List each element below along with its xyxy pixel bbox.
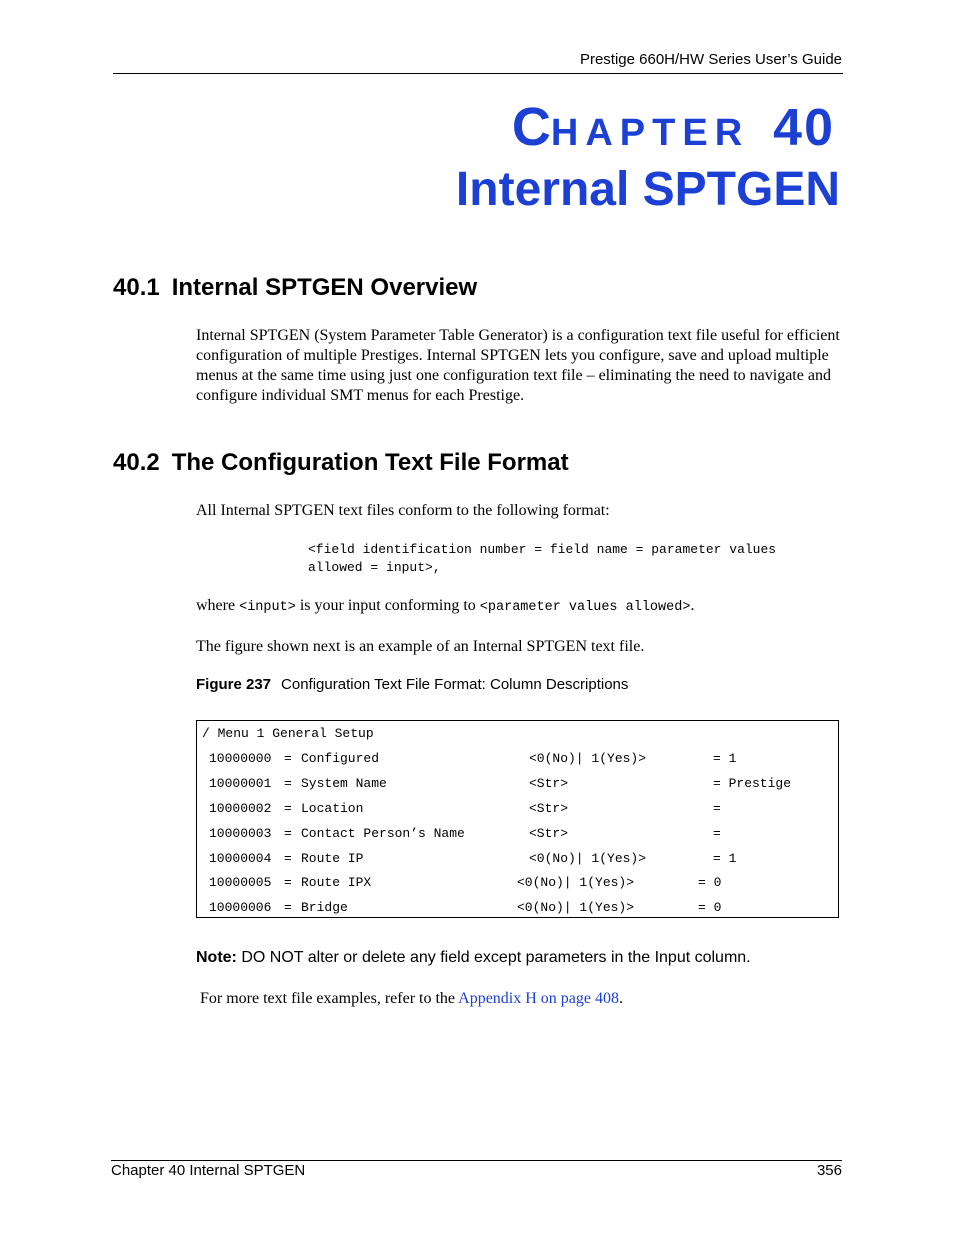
row-allowed: <Str> xyxy=(529,826,569,841)
row-eq: = xyxy=(284,851,292,866)
where-prefix: where xyxy=(196,597,240,614)
row-id: 10000006 xyxy=(209,900,272,915)
chapter-title: Internal SPTGEN xyxy=(455,163,840,216)
row-name: Configured xyxy=(301,751,380,766)
header-divider xyxy=(113,73,843,74)
row-id: 10000000 xyxy=(209,751,272,766)
row-allowed: <Str> xyxy=(529,776,569,791)
row-id: 10000005 xyxy=(209,875,272,890)
overview-paragraph: Internal SPTGEN (System Parameter Table Generator) is a configuration text file useful for efficient configuration of multiple Prestiges. Internal SPTGEN lets you configure, save and upload multiple menus at the same time using just one configuration text file – eliminating the need to navigate and configure individual SMT menus for each Prestige. xyxy=(196,327,840,404)
row-id: 10000001 xyxy=(209,776,272,791)
chapter-word-rest: HAPTER xyxy=(550,112,750,154)
figure-intro: The figure shown next is an example of an Internal SPTGEN text file. xyxy=(196,638,645,655)
row-value: = xyxy=(713,801,721,816)
figure-caption-text: Configuration Text File Format: Column Descriptions xyxy=(281,676,629,693)
footer-divider xyxy=(111,1160,842,1161)
appendix-link[interactable]: Appendix H on page 408 xyxy=(458,990,619,1007)
row-allowed: <0(No)| 1(Yes)> xyxy=(517,900,635,915)
where-mid: is your input conforming to xyxy=(295,597,480,614)
more-examples xyxy=(200,990,623,1008)
row-value: = 1 xyxy=(713,751,737,766)
row-eq: = xyxy=(284,801,292,816)
format-code-line-2: allowed = input>, xyxy=(308,560,441,575)
where-sentence xyxy=(196,596,846,618)
row-allowed: <0(No)| 1(Yes)> xyxy=(529,751,647,766)
row-allowed: <0(No)| 1(Yes)> xyxy=(529,851,647,866)
row-id: 10000003 xyxy=(209,826,272,841)
row-value: = Prestige xyxy=(713,776,792,791)
chapter-word-initial: C xyxy=(511,97,551,157)
row-id: 10000004 xyxy=(209,851,272,866)
more-prefix: For more text file examples, refer to the xyxy=(200,990,459,1007)
row-eq: = xyxy=(284,900,292,915)
row-name: Route IP xyxy=(301,851,364,866)
section-title: Internal SPTGEN Overview xyxy=(171,274,478,301)
where-code-input: <input> xyxy=(239,600,296,615)
section-number: 40.2 xyxy=(113,449,160,476)
row-value: = xyxy=(713,826,721,841)
where-code-allowed: <parameter values allowed> xyxy=(479,600,691,615)
row-name: Route IPX xyxy=(301,875,372,890)
more-suffix: . xyxy=(619,990,623,1007)
chapter-label xyxy=(511,97,835,157)
row-allowed: <0(No)| 1(Yes)> xyxy=(517,875,635,890)
row-name: Location xyxy=(301,801,364,816)
row-eq: = xyxy=(284,751,292,766)
row-id: 10000002 xyxy=(209,801,272,816)
row-value: = 1 xyxy=(713,851,737,866)
note-label: Note: xyxy=(196,949,237,966)
menu-header-line: / Menu 1 General Setup xyxy=(202,726,374,741)
format-code-line-1: <field identification number = field name = parameter values xyxy=(308,542,777,557)
note xyxy=(196,949,751,967)
row-name: Bridge xyxy=(301,900,348,915)
row-value: = 0 xyxy=(698,875,722,890)
footer-chapter: Chapter 40 Internal SPTGEN xyxy=(111,1162,306,1179)
config-example-box xyxy=(196,720,839,918)
row-allowed: <Str> xyxy=(529,801,569,816)
chapter-number: 40 xyxy=(773,99,835,157)
format-intro: All Internal SPTGEN text files conform to the following format: xyxy=(196,502,610,519)
row-eq: = xyxy=(284,826,292,841)
figure-label: Figure 237 xyxy=(196,676,272,693)
figure-caption xyxy=(196,676,628,693)
section-number: 40.1 xyxy=(113,274,160,301)
running-header: Prestige 660H/HW Series User’s Guide xyxy=(579,51,842,68)
section-title: The Configuration Text File Format xyxy=(171,449,569,476)
row-name: Contact Person’s Name xyxy=(301,826,465,841)
row-name: System Name xyxy=(301,776,387,791)
row-eq: = xyxy=(284,875,292,890)
row-eq: = xyxy=(284,776,292,791)
page-number: 356 xyxy=(816,1162,842,1179)
where-suffix: . xyxy=(690,597,695,614)
section-heading-overview xyxy=(113,276,477,300)
section-heading-format xyxy=(113,451,569,475)
row-value: = 0 xyxy=(698,900,722,915)
note-text: DO NOT alter or delete any field except parameters in the Input column. xyxy=(236,949,751,966)
